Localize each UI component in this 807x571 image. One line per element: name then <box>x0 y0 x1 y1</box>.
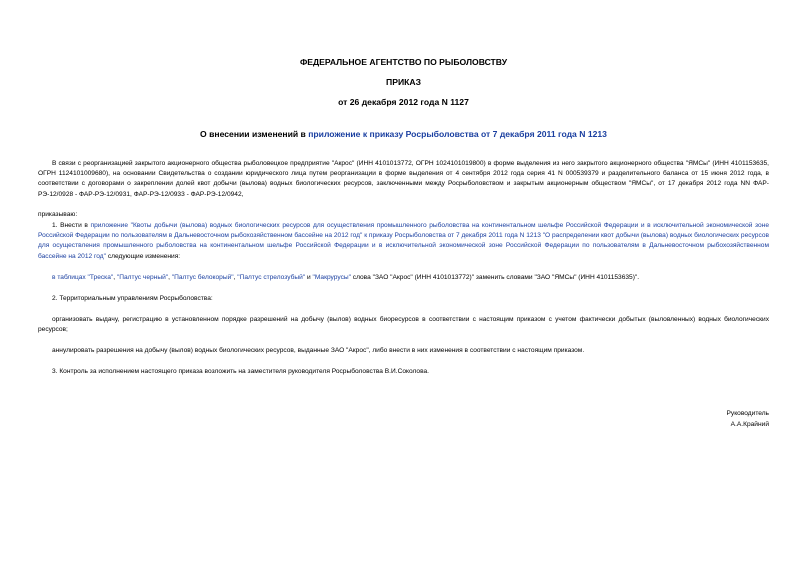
subject-heading <box>0 129 807 139</box>
agency-heading: ФЕДЕРАЛЬНОЕ АГЕНТСТВО ПО РЫБОЛОВСТВУ <box>299 57 508 67</box>
annul-paragraph: аннулировать разрешения на добычу (вылов) водных биологических ресурсов, выданные ЗАО "Акрос", либо внести в них изменения в соответствии с настоящим приказом. <box>52 347 585 354</box>
appendix-link[interactable]: приложение "Квоты добычи (вылова) водных биологических ресурсов для осуществления промышленного рыболовства на континентальном шельфе Российской Федерации и в исключительной экономической зоне Российской Федерации по пользователям в Дальневосточном рыбохозяйственном бассейне на 2012 год" к приказу Росрыболовства от 7 декабря 2011 года N 1213 "О распределении квот добычи (вылова) водных биологических ресурсов для осуществления промышленного рыболовства на континентальном шельфе Российской Федерации и в исключительной экономической зоне Российской Федерации по пользователям в Дальневосточном рыбохозяйственном бассейне на 2012 год" <box>38 222 769 260</box>
tables-paragraph <box>38 273 769 283</box>
table-link-paltus-cherny[interactable]: "Палтус черный" <box>116 274 169 281</box>
item-2-paragraph: 2. Территориальным управлениям Росрыболовства: <box>52 295 213 302</box>
table-link-paltus-belokory[interactable]: "Палтус белокорый" <box>171 274 234 281</box>
tables-paragraph-rest: слова "ЗАО "Акрос" (ИНН 4101013772)" заменить словами "ЗАО "ЯМСы" (ИНН 4101153635)". <box>350 274 640 281</box>
signature-name: А.А.Крайний <box>730 421 769 428</box>
separator: , <box>233 274 238 281</box>
date-number-heading: от 26 декабря 2012 года N 1127 <box>338 97 469 107</box>
item-1-prefix: 1. Внести в <box>52 222 91 229</box>
table-link-treska[interactable]: в таблицах "Треска" <box>52 274 114 281</box>
subject-link[interactable]: приложение к приказу Росрыболовства от 7 декабря 2011 года N 1213 <box>308 129 607 139</box>
item-1-paragraph <box>38 221 769 262</box>
separator: , <box>113 274 117 281</box>
doc-type-heading: ПРИКАЗ <box>386 77 421 87</box>
table-link-makrurusy[interactable]: "Макрурусы" <box>312 274 351 281</box>
subject-prefix: О внесении изменений в <box>200 129 309 139</box>
item-1-suffix: следующие изменения: <box>106 252 181 260</box>
item-3-paragraph: 3. Контроль за исполнением настоящего приказа возложить на заместителя руководителя Росрыболовства В.И.Соколова. <box>52 368 429 375</box>
signature-title: Руководитель <box>726 410 769 417</box>
separator: и <box>305 274 313 281</box>
preamble-paragraph: В связи с реорганизацией закрытого акционерного общества рыболовецкое предприятие "Акрос" (ИНН 4101013772, ОГРН 1024101019800) в форме выделения из него закрытого акционерного общества "ЯМСы" (ИНН 4101153635, ОГРН 1124101009680), на основании Свидетельства о создании юридического лица путем реорганизации в форме выделения от 4 сентября 2012 года серия 41 N 000539379 и разделительного баланса от 15 июня 2012 года, в соответствии с договорами о закреплении долей квот добычи (вылова) водных биологических ресурсов, заключенными между Росрыболовством и закрытым акционерным обществом "ЯМСы", от 17 декабря 2012 года NN ФАР-РЭ-12/0928 - ФАР-РЭ-12/0931, ФАР-РЭ-12/0933 - ФАР-РЭ-12/0942, <box>38 160 769 198</box>
organize-paragraph: организовать выдачу, регистрацию в установленном порядке разрешений на добычу (вылов) водных биоресурсов в соответствии с настоящим приказом с учетом фактически добытых (выловленных) водных биологических ресурсов; <box>38 316 769 334</box>
table-link-paltus-strelozuby[interactable]: "Палтус стрелозубый" <box>237 274 306 281</box>
separator: , <box>168 274 172 281</box>
order-word: приказываю: <box>38 211 78 218</box>
